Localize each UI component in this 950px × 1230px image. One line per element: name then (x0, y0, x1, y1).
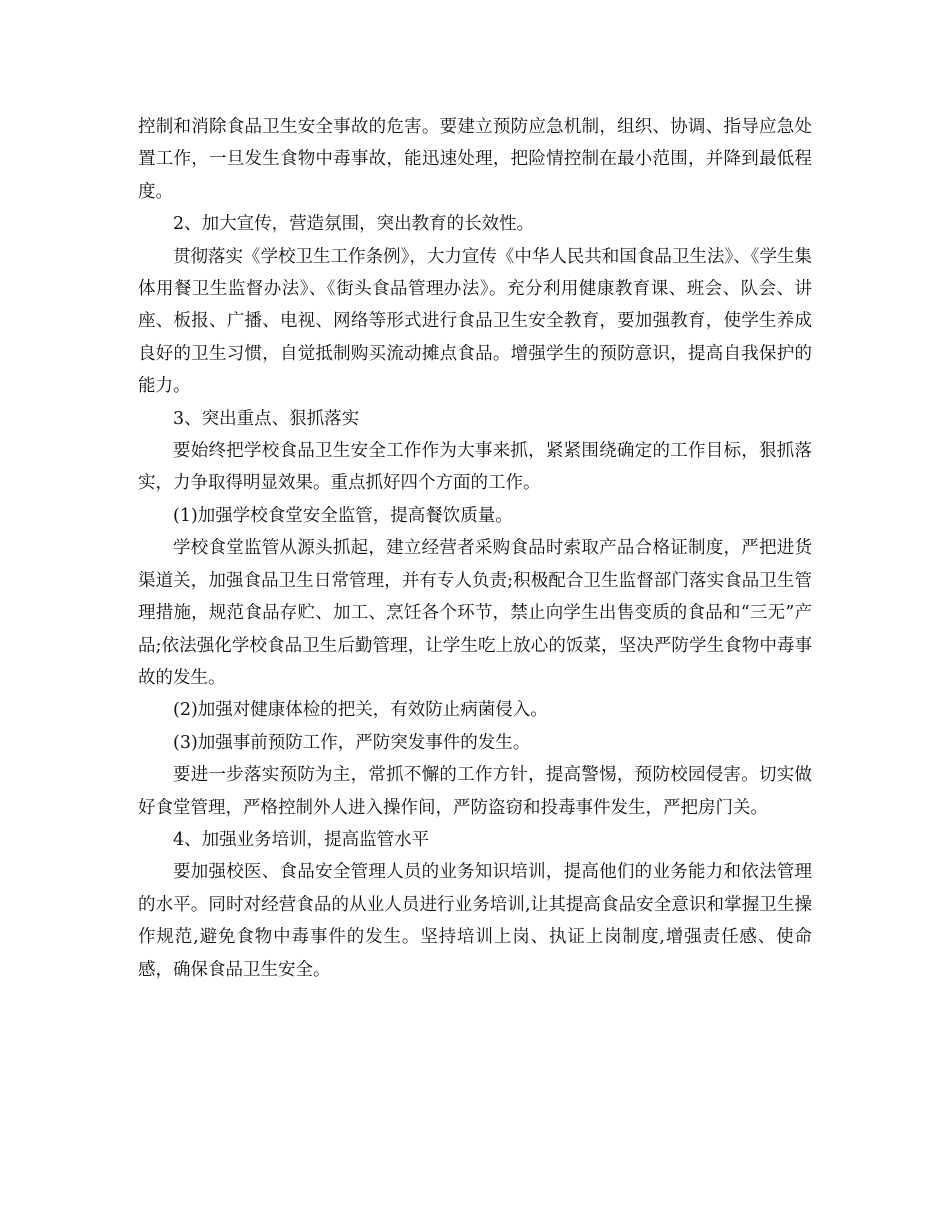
paragraph: 学校食堂监管从源头抓起，建立经营者采购食品时索取产品合格证制度，严把进货渠道关，加强食品卫生日常管理，并有专人负责;积极配合卫生监督部门落实食品卫生管理措施，规范食品存贮、加工、烹饪各个环节，禁止向学生出售变质的食品和“三无”产品;依法强化学校食品卫生后勤管理，让学生吃上放心的饭菜，坚决严防学生食物中毒事故的发生。 (138, 538, 812, 688)
paragraph: 要进一步落实预防为主，常抓不懈的工作方针，提高警惕，预防校园侵害。切实做好食堂管理，严格控制外人进入操作间，严防盗窃和投毒事件发生，严把房门关。 (138, 765, 812, 818)
paragraph-continued: 控制和消除食品卫生安全事故的危害。要建立预防应急机制，组织、协调、指导应急处置工作，一旦发生食物中毒事故，能迅速处理，把险情控制在最小范围，并降到最低程度。 (138, 117, 812, 202)
section-heading-4: 4、加强业务培训，提高监管水平 (173, 829, 430, 850)
subheading-2: (2)加强对健康体检的把关，有效防止病菌侵入。 (173, 700, 548, 721)
paragraph: 要加强校医、食品安全管理人员的业务知识培训，提高他们的业务能力和依法管理的水平。同时对经营食品的从业人员进行业务培训,让其提高食品安全意识和掌握卫生操作规范,避免食物中毒事件的发生。坚持培训上岗、执证上岗制度,增强责任感、使命感，确保食品卫生安全。 (138, 862, 812, 980)
section-heading-3: 3、突出重点、狠抓落实 (173, 408, 360, 429)
section-heading-2: 2、加大宣传，营造氛围，突出教育的长效性。 (173, 214, 535, 235)
subheading-3: (3)加强事前预防工作，严防突发事件的发生。 (173, 732, 531, 753)
paragraph: 贯彻落实《学校卫生工作条例》，大力宣传《中华人民共和国食品卫生法》、《学生集体用餐卫生监督办法》、《街头食品管理办法》。充分利用健康教育课、班会、队会、讲座、板报、广播、电视、网络等形式进行食品卫生安全教育，要加强教育，使学生养成良好的卫生习惯，自觉抵制购买流动摊点食品。增强学生的预防意识，提高自我保护的能力。 (138, 246, 812, 397)
document-body (138, 111, 812, 986)
paragraph: 要始终把学校食品卫生安全工作作为大事来抓，紧紧围绕确定的工作目标，狠抓落实，力争取得明显效果。重点抓好四个方面的工作。 (138, 441, 812, 494)
subheading-1: (1)加强学校食堂安全监管，提高餐饮质量。 (173, 505, 513, 526)
